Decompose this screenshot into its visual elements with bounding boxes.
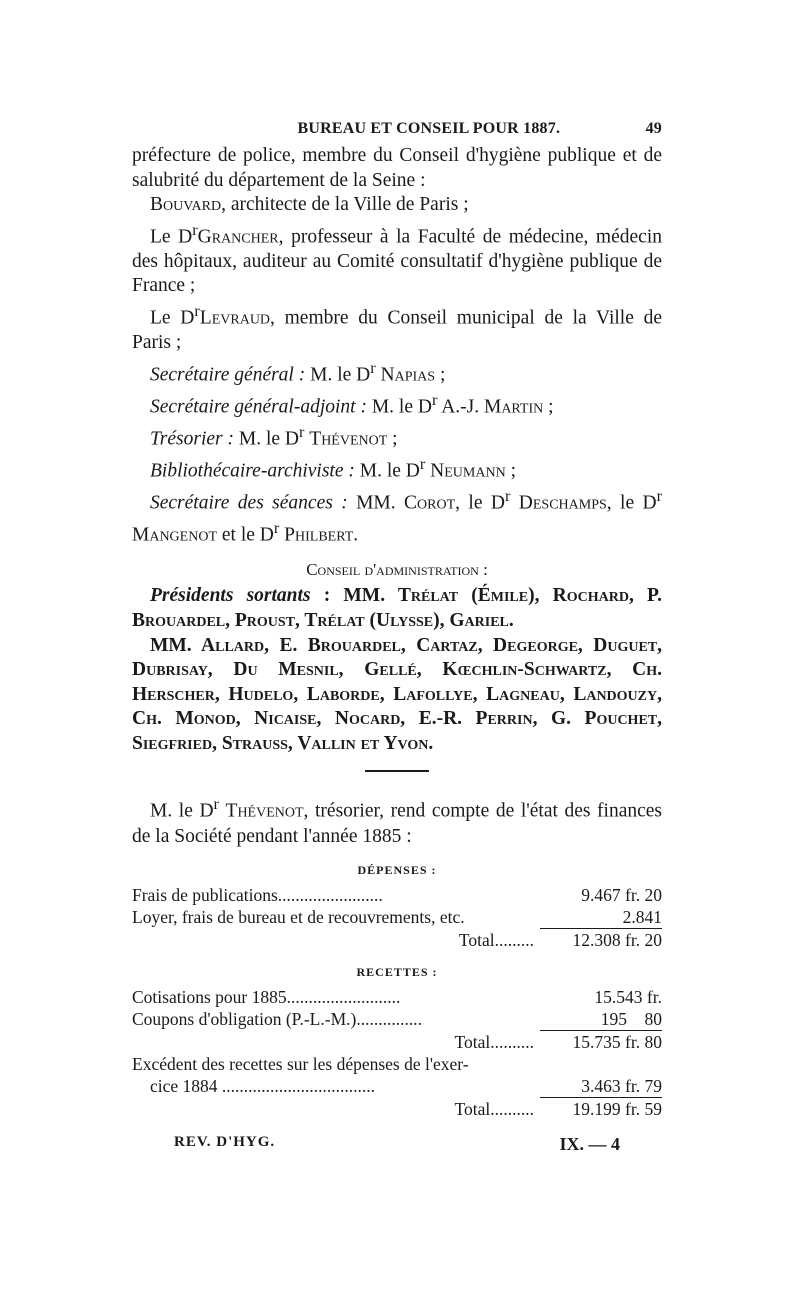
page-footer [132, 1134, 662, 1155]
levraud-sup: r [194, 302, 200, 321]
conseil-heading: Conseil d'administration : [306, 560, 488, 580]
prefecture-line: préfecture de police, membre du Conseil d'hygiène publique et de salubrité du département de la Seine : [132, 145, 662, 191]
depense-label: Frais de publications........................ [132, 885, 383, 906]
secretaire-adjoint [132, 388, 662, 420]
secretaire-label: Secrétaire général : [150, 364, 306, 386]
finances-intro-text [132, 792, 662, 849]
seances-text-a: MM. [347, 492, 405, 514]
depenses-total-label: Total......... [458, 930, 534, 951]
depense-label: Loyer, frais de bureau et de recouvrements, etc. [132, 907, 465, 928]
excedent-amount: 3.463 fr. 79 [540, 1075, 662, 1098]
bureau-section [132, 144, 662, 548]
presidents-label: Présidents sortants [150, 585, 311, 607]
final-total-amount: 19.199 fr. 59 [572, 1099, 662, 1120]
levraud-entry [132, 299, 662, 356]
secretaire-general [132, 356, 662, 388]
biblio-label: Bibliothécaire-archiviste : [150, 460, 355, 482]
final-total-row [132, 1098, 662, 1120]
secretaire-sup: r [370, 358, 376, 377]
recette-amount: 195 80 [540, 1008, 662, 1031]
recette-label: Coupons d'obligation (P.-L.-M.)............... [132, 1009, 422, 1030]
seances-name-3: Mangenot [132, 524, 217, 546]
footer-gathering: IX. — 4 [559, 1134, 620, 1155]
grancher-desc: , professeur à la Faculté de médecine, médecin des hôpitaux, auditeur au Comité consultatif d'hygiène publique de France ; [132, 226, 662, 297]
intro-name: Thévenot [225, 800, 304, 822]
biblio-text: M. le D [354, 460, 420, 482]
finances-intro [132, 792, 662, 849]
accounts-table [132, 863, 662, 1120]
seances-sup-2: r [656, 487, 663, 506]
tresorier-label: Trésorier : [150, 428, 234, 450]
conseil-section [132, 584, 662, 756]
secretaire-end: ; [435, 364, 446, 386]
seances-name-1: Corot [404, 492, 456, 514]
seances-end: . [353, 524, 359, 546]
depenses-total-row [132, 929, 662, 951]
levraud-prefix: Le D [150, 307, 195, 329]
intro-sup: r [213, 795, 219, 814]
recettes-total-label: Total.......... [454, 1032, 534, 1053]
bouvard-desc: , architecte de la Ville de Paris ; [221, 194, 469, 216]
biblio-sup: r [419, 455, 426, 474]
seances-text-b: , le D [455, 492, 505, 514]
intro-prefix: M. le D [150, 800, 214, 822]
excedent-label: Excédent des recettes sur les dépenses de l'exer- [132, 1054, 469, 1075]
tresorier-sup: r [298, 422, 305, 441]
tresorier-name: Thévenot [309, 428, 388, 450]
presidents-sortants [132, 584, 662, 633]
depenses-heading: DÉPENSES : [357, 863, 437, 878]
depense-row [132, 906, 662, 929]
grancher-sup: r [192, 220, 198, 239]
bouvard-name: Bouvard [150, 194, 222, 216]
seances-name-4: Philbert [284, 524, 354, 546]
section-divider [365, 770, 429, 772]
excedent-row [132, 1053, 662, 1075]
depense-amount: 9.467 fr. 20 [581, 885, 662, 906]
excedent-label-cont: cice 1884 ................................... [150, 1076, 376, 1097]
bouvard-entry [132, 193, 662, 218]
secretaire-name: Napias [380, 364, 436, 386]
conseil-members: MM. Allard, E. Brouardel, Cartaz, Degeorge, Duguet, Dubrisay, Du Mesnil, Gellé, Kœchlin-Schwartz, Ch. Herscher, Hudelo, Laborde, Lafollye, Lagneau, Landouzy, Ch. Monod, Nicaise, Nocard, E.-R. Perrin, G. Pouchet, Siegfried, Strauss, Vallin et Yvon. [132, 634, 662, 754]
final-total-label: Total.......... [454, 1099, 534, 1120]
seances-text-d: et le D [217, 524, 274, 546]
page-number: 49 [645, 120, 662, 137]
depense-amount: 2.841 [540, 906, 662, 929]
recette-amount: 15.543 fr. [594, 987, 662, 1008]
biblio-end: ; [505, 460, 516, 482]
levraud-name: Levraud [199, 307, 271, 329]
recette-label: Cotisations pour 1885.......................... [132, 987, 401, 1008]
recettes-total-amount: 15.735 fr. 80 [572, 1032, 662, 1053]
adjoint-name: Martin [483, 396, 544, 418]
adjoint-text: M. le D [366, 396, 432, 418]
recettes-heading: RECETTES : [356, 965, 438, 980]
intro-rest: , trésorier, rend compte de l'état des finances de la Société pendant l'année 1885 : [132, 800, 663, 847]
presidents-names: : MM. Trélat (Émile), Rochard, P. Brouardel, Proust, Trélat (Ulysse), Gariel. [132, 585, 662, 631]
seances-sup-1: r [504, 487, 511, 506]
seances-text-c: , le D [606, 492, 657, 514]
excedent-row-cont [132, 1075, 662, 1098]
page [132, 120, 662, 1155]
bibliothecaire [132, 452, 662, 484]
footer-signature: REV. D'HYG. [174, 1134, 276, 1151]
secretaire-text: M. le D [305, 364, 371, 386]
grancher-entry [132, 218, 662, 299]
depenses-total-amount: 12.308 fr. 20 [572, 930, 662, 951]
adjoint-end: ; [543, 396, 554, 418]
adjoint-sup: r [431, 390, 438, 409]
adjoint-label: Secrétaire général-adjoint : [150, 396, 367, 418]
running-head-title: BUREAU ET CONSEIL POUR 1887. [297, 120, 561, 137]
recette-row [132, 986, 662, 1008]
adjoint-initials: A.-J. [437, 396, 484, 418]
tresorier-end: ; [387, 428, 398, 450]
levraud-desc: , membre du Conseil municipal de la Ville de Paris ; [132, 307, 662, 354]
running-head [132, 120, 662, 138]
recettes-total-row [132, 1031, 662, 1053]
seances-name-2: Deschamps [518, 492, 607, 514]
secretaire-seances [132, 484, 662, 548]
tresorier [132, 420, 662, 452]
seances-sup-3: r [273, 519, 280, 538]
grancher-prefix: Le D [150, 226, 193, 248]
grancher-name: Grancher [197, 226, 279, 248]
seances-label: Secrétaire des séances : [150, 492, 348, 514]
biblio-name: Neumann [430, 460, 506, 482]
recette-row [132, 1008, 662, 1031]
depense-row [132, 884, 662, 906]
tresorier-text: M. le D [233, 428, 299, 450]
